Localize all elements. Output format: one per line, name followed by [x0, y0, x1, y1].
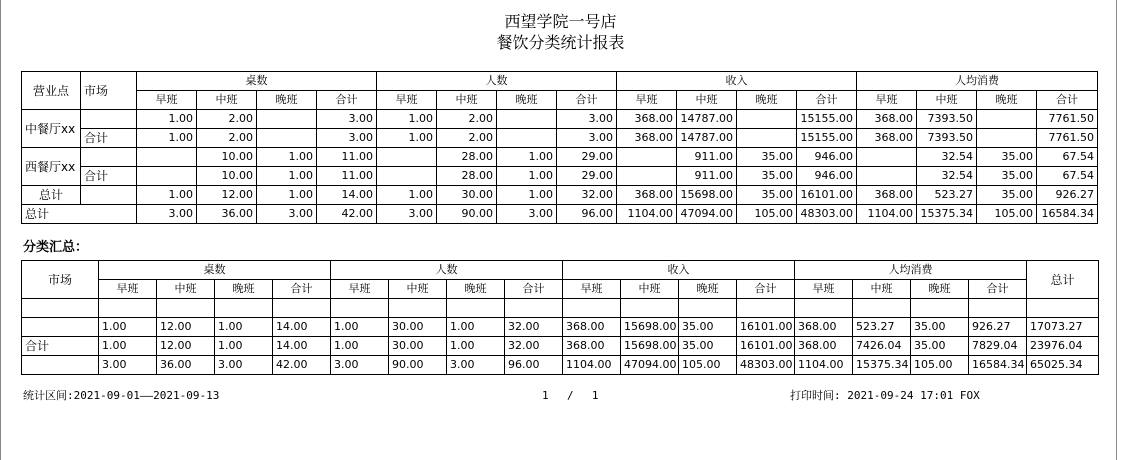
value-cell: 946.00 — [797, 167, 857, 186]
print-time: 打印时间: 2021-09-24 17:01 FOX — [790, 389, 980, 402]
summary-value-cell — [911, 299, 969, 318]
summary-market-cell — [22, 356, 99, 375]
summary-header-shift: 早班 — [795, 280, 853, 299]
value-cell: 1.00 — [137, 129, 197, 148]
summary-row — [22, 299, 1099, 318]
value-cell: 3.00 — [557, 110, 617, 129]
summary-header-shift: 中班 — [853, 280, 911, 299]
value-cell: 368.00 — [617, 129, 677, 148]
summary-header-shift: 早班 — [563, 280, 621, 299]
value-cell: 35.00 — [977, 148, 1037, 167]
point-cell: 总计 — [22, 186, 81, 205]
summary-value-cell — [795, 299, 853, 318]
header-group: 桌数 — [137, 72, 377, 91]
header-shift: 中班 — [197, 91, 257, 110]
value-cell: 3.00 — [377, 205, 437, 224]
value-cell: 368.00 — [617, 186, 677, 205]
summary-total-cell: 17073.27 — [1027, 318, 1099, 337]
value-cell — [857, 148, 917, 167]
summary-value-cell: 1.00 — [99, 337, 157, 356]
value-cell: 16584.34 — [1037, 205, 1098, 224]
summary-value-cell: 105.00 — [911, 356, 969, 375]
value-cell: 1.00 — [257, 148, 317, 167]
value-cell: 16101.00 — [797, 186, 857, 205]
value-cell: 11.00 — [317, 148, 377, 167]
value-cell: 368.00 — [857, 186, 917, 205]
value-cell: 926.27 — [1037, 186, 1098, 205]
header-shift: 晚班 — [497, 91, 557, 110]
value-cell: 105.00 — [737, 205, 797, 224]
value-cell: 7393.50 — [917, 110, 977, 129]
summary-header-shift: 早班 — [331, 280, 389, 299]
summary-total-cell: 65025.34 — [1027, 356, 1099, 375]
summary-value-cell — [853, 299, 911, 318]
point-cell: 中餐厅xx — [22, 110, 81, 148]
value-cell: 10.00 — [197, 167, 257, 186]
summary-value-cell: 47094.00 — [621, 356, 679, 375]
value-cell: 10.00 — [197, 148, 257, 167]
value-cell: 15155.00 — [797, 110, 857, 129]
value-cell: 29.00 — [557, 148, 617, 167]
summary-value-cell: 36.00 — [157, 356, 215, 375]
header-group: 人均消费 — [857, 72, 1098, 91]
summary-header-group: 人均消费 — [795, 261, 1027, 280]
value-cell — [497, 110, 557, 129]
summary-value-cell: 1.00 — [331, 337, 389, 356]
header-shift: 早班 — [137, 91, 197, 110]
value-cell: 14787.00 — [677, 110, 737, 129]
value-cell — [857, 167, 917, 186]
value-cell — [737, 110, 797, 129]
summary-value-cell — [505, 299, 563, 318]
summary-header-shift: 中班 — [389, 280, 447, 299]
summary-header-shift: 晚班 — [447, 280, 505, 299]
table-row — [22, 148, 1098, 167]
summary-value-cell: 1104.00 — [795, 356, 853, 375]
value-cell: 1.00 — [497, 167, 557, 186]
table-row — [22, 186, 1098, 205]
summary-value-cell: 368.00 — [563, 337, 621, 356]
summary-header-shift: 晚班 — [911, 280, 969, 299]
summary-header-shift: 合计 — [273, 280, 331, 299]
summary-value-cell — [389, 299, 447, 318]
value-cell: 42.00 — [317, 205, 377, 224]
header-shift: 晚班 — [737, 91, 797, 110]
summary-title: 分类汇总： — [23, 240, 89, 255]
value-cell: 523.27 — [917, 186, 977, 205]
summary-value-cell: 105.00 — [679, 356, 737, 375]
summary-row — [22, 318, 1099, 337]
summary-value-cell: 3.00 — [99, 356, 157, 375]
value-cell: 15375.34 — [917, 205, 977, 224]
summary-value-cell: 35.00 — [911, 337, 969, 356]
summary-value-cell: 16101.00 — [737, 337, 795, 356]
summary-total-cell — [1027, 299, 1099, 318]
summary-value-cell: 1.00 — [447, 337, 505, 356]
summary-value-cell: 523.27 — [853, 318, 911, 337]
page-indicator — [542, 388, 599, 404]
market-cell: 合计 — [81, 129, 137, 148]
summary-total-cell: 23976.04 — [1027, 337, 1099, 356]
summary-market-cell — [22, 299, 99, 318]
summary-value-cell: 3.00 — [331, 356, 389, 375]
summary-value-cell: 48303.00 — [737, 356, 795, 375]
summary-value-cell: 368.00 — [795, 318, 853, 337]
value-cell — [737, 129, 797, 148]
summary-value-cell: 12.00 — [157, 337, 215, 356]
value-cell: 14.00 — [317, 186, 377, 205]
value-cell: 29.00 — [557, 167, 617, 186]
header-shift: 晚班 — [977, 91, 1037, 110]
value-cell — [617, 167, 677, 186]
summary-value-cell: 30.00 — [389, 337, 447, 356]
page-border-right — [1116, 0, 1117, 460]
value-cell: 11.00 — [317, 167, 377, 186]
summary-value-cell: 35.00 — [911, 318, 969, 337]
summary-header-shift: 中班 — [157, 280, 215, 299]
value-cell — [257, 110, 317, 129]
header-row-shifts — [22, 91, 1098, 110]
value-cell: 946.00 — [797, 148, 857, 167]
summary-value-cell — [679, 299, 737, 318]
header-shift: 早班 — [377, 91, 437, 110]
page-current: 1 — [542, 389, 549, 402]
summary-value-cell: 7426.04 — [853, 337, 911, 356]
summary-value-cell: 30.00 — [389, 318, 447, 337]
summary-market-cell: 合计 — [22, 337, 99, 356]
summary-row — [22, 337, 1099, 356]
value-cell: 1.00 — [377, 129, 437, 148]
value-cell: 1.00 — [137, 186, 197, 205]
summary-value-cell: 1.00 — [331, 318, 389, 337]
summary-value-cell — [331, 299, 389, 318]
page-separator: / — [566, 389, 574, 402]
grand-total-label: 总计 — [22, 205, 137, 224]
table-row — [22, 129, 1098, 148]
stats-date-range: 统计区间:2021-09-01——2021-09-13 — [23, 389, 220, 402]
summary-value-cell: 14.00 — [273, 337, 331, 356]
summary-value-cell: 1104.00 — [563, 356, 621, 375]
summary-value-cell: 35.00 — [679, 337, 737, 356]
summary-value-cell: 12.00 — [157, 318, 215, 337]
summary-header-row-groups — [22, 261, 1099, 280]
value-cell: 1.00 — [377, 186, 437, 205]
value-cell — [257, 129, 317, 148]
value-cell: 368.00 — [857, 129, 917, 148]
market-cell — [81, 186, 137, 205]
value-cell: 67.54 — [1037, 167, 1098, 186]
summary-value-cell — [737, 299, 795, 318]
value-cell: 32.54 — [917, 148, 977, 167]
value-cell: 2.00 — [437, 110, 497, 129]
summary-header-row-shifts — [22, 280, 1099, 299]
summary-value-cell — [273, 299, 331, 318]
summary-value-cell: 32.00 — [505, 337, 563, 356]
value-cell: 15698.00 — [677, 186, 737, 205]
summary-table — [21, 260, 1099, 375]
header-shift: 中班 — [437, 91, 497, 110]
summary-value-cell: 1.00 — [215, 337, 273, 356]
value-cell — [137, 148, 197, 167]
value-cell: 14787.00 — [677, 129, 737, 148]
value-cell: 105.00 — [977, 205, 1037, 224]
header-group: 人数 — [377, 72, 617, 91]
page-total: 1 — [591, 389, 599, 402]
header-point: 营业点 — [22, 72, 81, 110]
value-cell: 1104.00 — [617, 205, 677, 224]
category-stats-table — [21, 71, 1098, 224]
summary-value-cell: 90.00 — [389, 356, 447, 375]
value-cell: 32.54 — [917, 167, 977, 186]
value-cell — [377, 167, 437, 186]
summary-header-group: 人数 — [331, 261, 563, 280]
value-cell: 7761.50 — [1037, 129, 1098, 148]
summary-value-cell: 1.00 — [215, 318, 273, 337]
value-cell — [617, 148, 677, 167]
value-cell: 7761.50 — [1037, 110, 1098, 129]
summary-header-shift: 合计 — [505, 280, 563, 299]
value-cell: 15155.00 — [797, 129, 857, 148]
summary-value-cell — [969, 299, 1027, 318]
summary-header-total: 总计 — [1027, 261, 1099, 299]
value-cell: 1.00 — [497, 148, 557, 167]
value-cell: 2.00 — [197, 110, 257, 129]
value-cell: 3.00 — [317, 129, 377, 148]
summary-value-cell: 3.00 — [215, 356, 273, 375]
table-row — [22, 110, 1098, 129]
summary-value-cell: 42.00 — [273, 356, 331, 375]
value-cell: 3.00 — [137, 205, 197, 224]
value-cell: 35.00 — [737, 148, 797, 167]
value-cell: 2.00 — [197, 129, 257, 148]
value-cell — [977, 129, 1037, 148]
market-cell — [81, 110, 137, 129]
summary-header-shift: 晚班 — [215, 280, 273, 299]
summary-header-shift: 合计 — [737, 280, 795, 299]
summary-value-cell — [621, 299, 679, 318]
value-cell — [137, 167, 197, 186]
summary-value-cell: 1.00 — [447, 318, 505, 337]
value-cell: 32.00 — [557, 186, 617, 205]
value-cell — [977, 110, 1037, 129]
header-row-groups — [22, 72, 1098, 91]
summary-value-cell: 32.00 — [505, 318, 563, 337]
point-cell: 西餐厅xx — [22, 148, 81, 186]
report-title: 西望学院一号店 — [504, 12, 617, 31]
summary-value-cell — [157, 299, 215, 318]
value-cell: 368.00 — [617, 110, 677, 129]
header-shift: 合计 — [557, 91, 617, 110]
summary-value-cell: 1.00 — [99, 318, 157, 337]
value-cell: 35.00 — [977, 167, 1037, 186]
value-cell: 35.00 — [977, 186, 1037, 205]
table-row — [22, 167, 1098, 186]
value-cell: 2.00 — [437, 129, 497, 148]
header-shift: 合计 — [317, 91, 377, 110]
summary-header-market: 市场 — [22, 261, 99, 299]
summary-value-cell: 3.00 — [447, 356, 505, 375]
value-cell: 911.00 — [677, 167, 737, 186]
value-cell — [497, 129, 557, 148]
summary-value-cell: 16584.34 — [969, 356, 1027, 375]
value-cell: 30.00 — [437, 186, 497, 205]
value-cell: 1.00 — [497, 186, 557, 205]
summary-value-cell — [99, 299, 157, 318]
value-cell — [377, 148, 437, 167]
value-cell: 1.00 — [257, 167, 317, 186]
value-cell: 67.54 — [1037, 148, 1098, 167]
value-cell: 911.00 — [677, 148, 737, 167]
summary-market-cell — [22, 318, 99, 337]
value-cell: 36.00 — [197, 205, 257, 224]
summary-value-cell: 15698.00 — [621, 318, 679, 337]
summary-value-cell: 15698.00 — [621, 337, 679, 356]
header-shift: 中班 — [677, 91, 737, 110]
summary-value-cell — [447, 299, 505, 318]
header-market: 市场 — [81, 72, 137, 110]
table-row — [22, 205, 1098, 224]
value-cell: 1.00 — [377, 110, 437, 129]
value-cell: 90.00 — [437, 205, 497, 224]
value-cell: 96.00 — [557, 205, 617, 224]
value-cell: 1.00 — [257, 186, 317, 205]
summary-value-cell: 368.00 — [795, 337, 853, 356]
value-cell: 3.00 — [557, 129, 617, 148]
summary-header-shift: 晚班 — [679, 280, 737, 299]
summary-value-cell: 35.00 — [679, 318, 737, 337]
value-cell: 35.00 — [737, 186, 797, 205]
summary-header-group: 桌数 — [99, 261, 331, 280]
value-cell: 12.00 — [197, 186, 257, 205]
header-shift: 晚班 — [257, 91, 317, 110]
value-cell: 3.00 — [317, 110, 377, 129]
summary-value-cell: 96.00 — [505, 356, 563, 375]
value-cell: 368.00 — [857, 110, 917, 129]
summary-value-cell: 368.00 — [563, 318, 621, 337]
header-shift: 合计 — [1037, 91, 1098, 110]
value-cell: 3.00 — [257, 205, 317, 224]
header-shift: 合计 — [797, 91, 857, 110]
value-cell: 35.00 — [737, 167, 797, 186]
summary-value-cell: 926.27 — [969, 318, 1027, 337]
value-cell: 1.00 — [137, 110, 197, 129]
header-shift: 早班 — [617, 91, 677, 110]
summary-header-shift: 早班 — [99, 280, 157, 299]
summary-header-shift: 中班 — [621, 280, 679, 299]
summary-header-shift: 合计 — [969, 280, 1027, 299]
market-cell: 合计 — [81, 167, 137, 186]
summary-value-cell: 16101.00 — [737, 318, 795, 337]
value-cell: 1104.00 — [857, 205, 917, 224]
value-cell: 47094.00 — [677, 205, 737, 224]
value-cell: 7393.50 — [917, 129, 977, 148]
summary-header-group: 收入 — [563, 261, 795, 280]
summary-value-cell: 14.00 — [273, 318, 331, 337]
header-shift: 中班 — [917, 91, 977, 110]
header-group: 收入 — [617, 72, 857, 91]
page-border-left — [0, 0, 1, 460]
summary-value-cell — [215, 299, 273, 318]
summary-value-cell: 15375.34 — [853, 356, 911, 375]
value-cell: 48303.00 — [797, 205, 857, 224]
report-subtitle: 餐饮分类统计报表 — [496, 33, 625, 52]
header-shift: 早班 — [857, 91, 917, 110]
summary-row — [22, 356, 1099, 375]
summary-value-cell: 7829.04 — [969, 337, 1027, 356]
value-cell: 28.00 — [437, 167, 497, 186]
value-cell: 28.00 — [437, 148, 497, 167]
summary-value-cell — [563, 299, 621, 318]
market-cell — [81, 148, 137, 167]
value-cell: 3.00 — [497, 205, 557, 224]
